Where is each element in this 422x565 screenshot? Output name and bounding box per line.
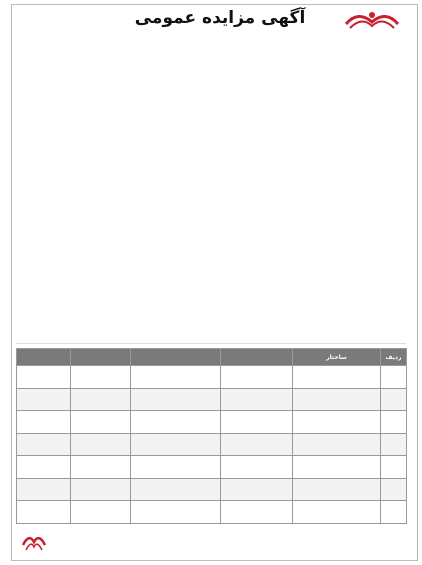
table-cell — [293, 366, 381, 389]
municipality-logo — [340, 6, 404, 32]
table-cell — [71, 456, 131, 479]
row-index-cell — [381, 433, 407, 456]
row-index-cell — [381, 411, 407, 434]
table-row — [17, 456, 407, 479]
table-cell — [131, 366, 221, 389]
footer-credit — [70, 532, 350, 552]
table-cell — [293, 433, 381, 456]
table-cell — [221, 433, 293, 456]
table-cell — [293, 388, 381, 411]
table-header-row — [17, 349, 407, 366]
table-cell — [221, 411, 293, 434]
col-header-price — [71, 349, 131, 366]
row-index-cell — [381, 388, 407, 411]
table-cell — [221, 366, 293, 389]
table-cell — [293, 456, 381, 479]
table-cell — [71, 388, 131, 411]
table-row — [17, 433, 407, 456]
table-cell — [221, 478, 293, 501]
table-cell — [293, 411, 381, 434]
table-cell — [71, 501, 131, 524]
table-row — [17, 388, 407, 411]
table-cell — [17, 501, 71, 524]
table-cell — [293, 478, 381, 501]
table-cell — [17, 433, 71, 456]
table-cell — [17, 478, 71, 501]
table-cell — [71, 366, 131, 389]
table-cell — [131, 388, 221, 411]
table-cell — [131, 456, 221, 479]
table-cell — [221, 456, 293, 479]
table-row — [17, 501, 407, 524]
table-row — [17, 366, 407, 389]
table-cell — [221, 388, 293, 411]
col-header-deposit — [17, 349, 71, 366]
row-index-cell — [381, 478, 407, 501]
row-index-cell — [381, 366, 407, 389]
col-header-index: ردیف — [381, 349, 407, 366]
notice-body — [16, 34, 406, 340]
notice-title: آگهی مزایده عمومی — [134, 8, 306, 28]
section-divider — [16, 343, 406, 344]
table-cell — [71, 478, 131, 501]
table-cell — [17, 366, 71, 389]
col-header-structure: ساختار — [293, 349, 381, 366]
row-index-cell — [381, 456, 407, 479]
table-cell — [71, 411, 131, 434]
col-header-type — [221, 349, 293, 366]
table-cell — [221, 501, 293, 524]
row-index-cell — [381, 501, 407, 524]
table-cell — [131, 501, 221, 524]
table-cell — [131, 411, 221, 434]
auction-items-table — [16, 348, 407, 524]
table-cell — [17, 456, 71, 479]
col-header-address — [131, 349, 221, 366]
table-cell — [17, 411, 71, 434]
footer-logo-icon — [20, 528, 48, 554]
table-cell — [71, 433, 131, 456]
table-cell — [131, 478, 221, 501]
table-row — [17, 411, 407, 434]
table-cell — [131, 433, 221, 456]
table-row — [17, 478, 407, 501]
table-cell — [293, 501, 381, 524]
table-cell — [17, 388, 71, 411]
